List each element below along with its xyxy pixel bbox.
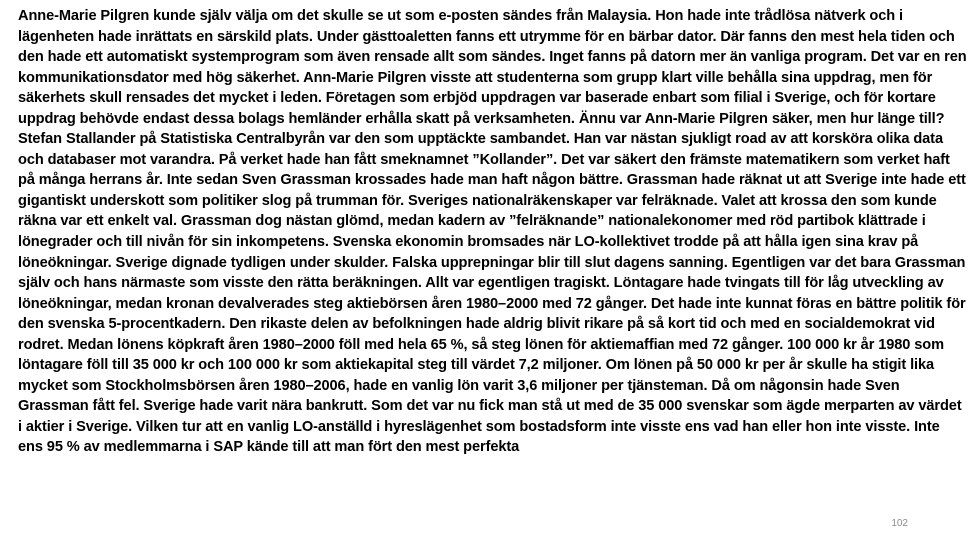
body-text: Anne-Marie Pilgren kunde själv välja om det skulle se ut som e-posten sändes från Malaysia. Hon hade inte trådlösa nätverk och i lägenheten hade inrättats en särskild plats. Under gästtoaletten fanns ett utrymme för en bärbar dator. Där fanns den mest hela tiden och den hade ett automatiskt systemprogram som även rensade allt som sändes. Inget fanns på datorn mer än vanliga program. Det var en ren kommunikationsdator med hög säkerhet. Ann-Marie Pilgren visste att studenterna som grupp klart ville behålla sina uppdrag, men för säkerhets skull rensades det mycket i leden. Företagen som erbjöd uppdragen var baserade enbart som filial i Sverige, och för kortare uppdrag behövde endast dessa bolags hemländer erhålla skatt på verksamheten. Ännu var Ann-Marie Pilgren säker, men hur länge till? Stefan Stallander på Statistiska Centralbyrån var den som upptäckte sambandet. Han var nästan sjukligt road av att korsköra olika data och databaser mot varandra. På verket hade han fått smeknamnet ”Kollander”. Det var säkert den främste matematikern som verket haft på många herrans år. Inte sedan Sven Grassman krossades hade man haft någon bättre. Grassman hade räknat ut att Sverige inte hade ett gigantiskt underskott som politiker slog på trumman för. Sveriges nationalräkenskaper var felräknade. Valet att krossa den som kunde räkna var ett enkelt val. Grassman dog nästan glömd, medan kadern av ”felräknande” nationalekonomer med röd partibok klättrade i lönegrader och till nivån för sin inkompetens. Svenska ekonomin bromsades när LO-kollektivet trodde på att hålla igen sina krav på löneökningar. Sverige dignade tydligen under skulder. Falska upprepningar blir till slut dagens sanning. Egentligen var det bara Grassman själv och hans närmaste som visste den rätta beräkningen. Allt var egentligen tragiskt. Löntagare hade tvingats till för låg utveckling av löneökningar, medan kronan devalverades steg aktiebörsen åren 1980–2000 med 72 gånger. Det hade inte kunnat föras en bättre politik för den svenska 5-procentkadern. Den rikaste delen av befolkningen hade aldrig blivit rikare på så kort tid och med en socialdemokrat vid rodret. Medan lönens köpkraft åren 1980–2000 föll med hela 65 %, så steg lönen för aktiemaffian med 72 gånger. 100 000 kr år 1980 som löntagare föll till 35 000 kr och 100 000 kr som aktiekapital steg till värdet 7,2 miljoner. Om lönen på 50 000 kr per år skulle ha stigit lika mycket som Stockholmsbörsen åren 1980–2006, hade en vanlig lön varit 3,6 miljoner per tjänsteman. Då om någonsin hade Sven Grassman fått fel. Sverige hade varit nära bankrutt. Som det var nu fick man stå ut med de 35 000 svenskar som ägde merparten av värdet i aktier i Sverige. Vilken tur att en vanlig LO-anställd i hyreslägenhet som bostadsform inte visste ens vad han eller hon inte visste. Inte ens 95 % av medlemmarna i SAP kände till att man fört den mest perfekta <box>18 8 967 456</box>
page-number: 102 <box>891 518 908 529</box>
